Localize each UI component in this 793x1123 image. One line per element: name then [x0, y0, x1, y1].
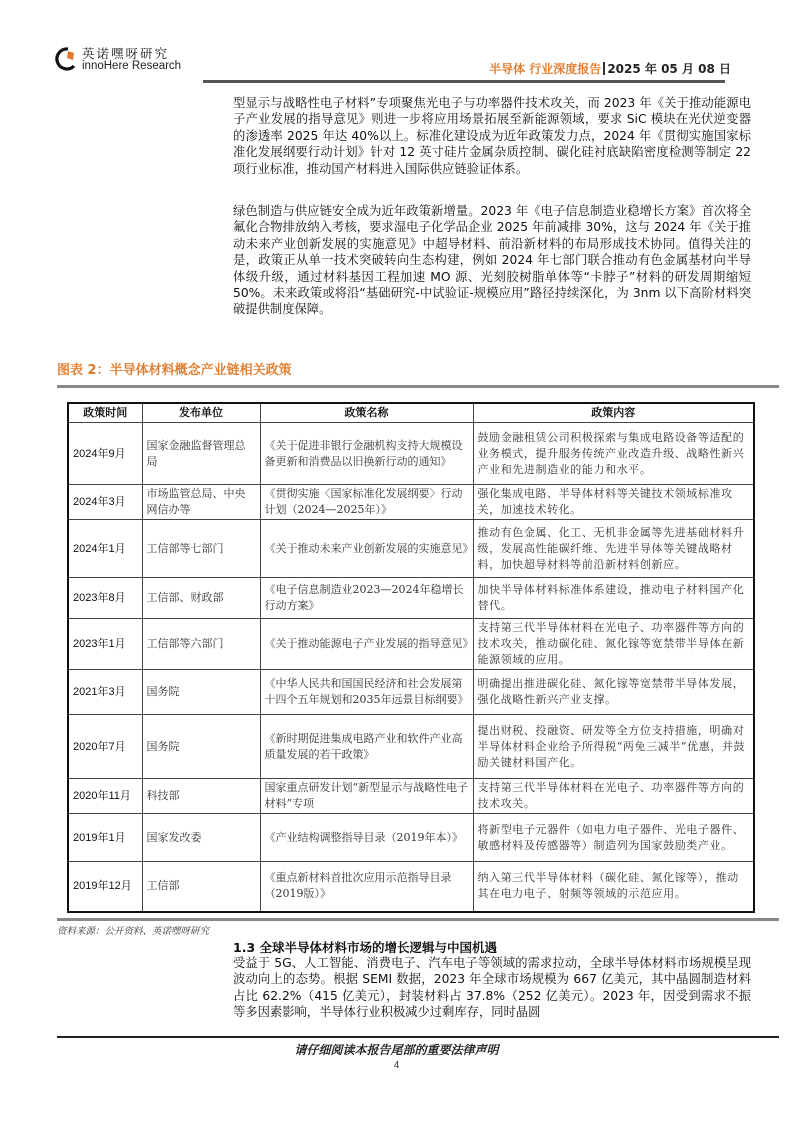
- cell-policy-name: 《新时期促进集成电路产业和软件产业高质量发展的若干政策》: [260, 715, 473, 779]
- cell-policy-content: 加快半导体材料标准体系建设，推动电子材料国产化替代。: [473, 578, 754, 619]
- logo-chinese-name: 英诺嘿呀研究: [82, 46, 170, 61]
- source-divider: [57, 918, 779, 921]
- cell-policy-content: 强化集成电路、半导体材料等关键技术领域标准攻关，加速技术转化。: [473, 485, 754, 520]
- cell-policy-time: 2021年3月: [68, 670, 142, 715]
- cell-policy-content: 推动有色金属、化工、无机非金属等先进基础材料升级，发展高性能碳纤维、先进半导体等关键战略材料，加快超导材料等前沿新材料创新应。: [473, 520, 754, 578]
- column-header-name: 政策名称: [260, 403, 473, 423]
- cell-policy-name: 《电子信息制造业2023—2024年稳增长行动方案》: [260, 578, 473, 619]
- company-logo: [55, 44, 215, 76]
- cell-issuer: 国务院: [142, 670, 260, 715]
- cell-policy-name: 《关于促进非银行金融机构支持大规模设备更新和消费品以旧换新行动的通知》: [260, 423, 473, 485]
- column-header-content: 政策内容: [473, 403, 754, 423]
- cell-policy-content: 将新型电子元器件（如电力电子器件、光电子器件、敏感材料及传感器等）制造列为国家鼓励类产业。: [473, 814, 754, 862]
- page-number: 4: [393, 1060, 400, 1071]
- cell-issuer: 科技部: [142, 779, 260, 814]
- body-paragraph-1: 型显示与战略性电子材料”专项聚焦光电子与功率器件技术攻关，而 2023 年《关于推动能源电子产业发展的指导意见》则进一步将应用场景拓展至新能源领域，要求 SiC 模块在光伏逆变器的渗透率 2025 年达 40%以上。标准化建设成为近年政策发力点，2024 年《贯彻实施国家标准化发展纲要行动计划》针对 12 英寸硅片金属杂质控制、碳化硅衬底缺陷密度检测等制定 22 项行业标准，推动国产材料进入国际供应链验证体系。: [233, 96, 751, 176]
- cell-policy-name: 《重点新材料首批次应用示范指导目录（2019版）》: [260, 862, 473, 912]
- cell-policy-content: 鼓励金融租赁公司积极探索与集成电路设备等适配的业务模式，提升服务传统产业改造升级、战略性新兴产业和先进制造业的能力和水平。: [473, 423, 754, 485]
- cell-issuer: 市场监管总局、中央网信办等: [142, 485, 260, 520]
- legal-notice: 请仔细阅读本报告尾部的重要法律声明: [294, 1043, 499, 1057]
- cell-issuer: 工信部: [142, 862, 260, 912]
- cell-policy-content: 明确提出推进碳化硅、氮化镓等宽禁带半导体发展，强化战略性新兴产业支撑。: [473, 670, 754, 715]
- header-separator: [603, 62, 605, 75]
- table-row: [68, 814, 754, 862]
- cell-policy-time: 2019年12月: [68, 862, 142, 912]
- table-row: [68, 670, 754, 715]
- figure-title: 图表 2：半导体材料概念产业链相关政策: [57, 363, 292, 378]
- cell-policy-time: 2020年11月: [68, 779, 142, 814]
- cell-policy-content: 支持第三代半导体材料在光电子、功率器件等方向的技术攻关。: [473, 779, 754, 814]
- cell-policy-name: 《中华人民共和国国民经济和社会发展第十四个五年规划和2035年远景目标纲要》: [260, 670, 473, 715]
- cell-policy-name: 《产业结构调整指导目录（2019年本）》: [260, 814, 473, 862]
- table-row: [68, 779, 754, 814]
- cell-policy-content: 纳入第三代半导体材料（碳化硅、氮化镓等），推动其在电力电子、射频等领域的示范应用。: [473, 862, 754, 912]
- figure-source: 资料来源：公开资料、英诺嘿呀研究: [57, 926, 210, 937]
- cell-issuer: 工信部等六部门: [142, 619, 260, 670]
- report-category: 半导体 行业深度报告: [489, 62, 602, 76]
- cell-policy-name: 《贯彻实施〈国家标准化发展纲要〉行动计划（2024—2025年）》: [260, 485, 473, 520]
- cell-policy-time: 2024年1月: [68, 520, 142, 578]
- cell-policy-time: 2020年7月: [68, 715, 142, 779]
- table-row: [68, 619, 754, 670]
- cell-issuer: 国家金融监督管理总局: [142, 423, 260, 485]
- section-paragraph: 受益于 5G、人工智能、消费电子、汽车电子等领域的需求拉动，全球半导体材料市场规模呈现波动向上的态势。根据 SEMI 数据，2023 年全球市场规模为 667 亿美元，其中晶圆制造材料占比 62.2%（415 亿美元），封装材料占 37.8%（252 亿美元）。2023 年，因受到需求不振等多因素影响，半导体行业积极减少过剩库存，同时晶圆: [233, 956, 751, 1020]
- cell-policy-content: 提出财税、投融资、研发等全方位支持措施，明确对半导体材料企业给予所得税“两免三减半”优惠，并鼓励关键材料国产化。: [473, 715, 754, 779]
- table-row: [68, 520, 754, 578]
- cell-policy-time: 2024年3月: [68, 485, 142, 520]
- cell-policy-name: 《关于推动能源电子产业发展的指导意见》: [260, 619, 473, 670]
- figure-title-divider: [57, 385, 779, 388]
- column-header-issuer: 发布单位: [142, 403, 260, 423]
- table-row: [68, 862, 754, 912]
- cell-policy-time: 2024年9月: [68, 423, 142, 485]
- report-date: 2025 年 05 月 08 日: [607, 62, 731, 76]
- table-header-row: [68, 403, 754, 423]
- logo-mark-icon: [55, 46, 77, 72]
- cell-policy-time: 2023年1月: [68, 619, 142, 670]
- table-row: [68, 485, 754, 520]
- body-paragraph-2: 绿色制造与供应链安全成为近年政策新增量。2023 年《电子信息制造业稳增长方案》首次将全氟化合物排放纳入考核，要求湿电子化学品企业 2025 年前减排 30%，这与 2024 年《关于推动未来产业创新发展的实施意见》中超导材料、前沿新材料的布局形成技术协同。值得关注的是，政策正从单一技术突破转向生态构建，例如 2024 年七部门联合推动有色金属基材向半导体级升级，通过材料基因工程加速 MO 源、光刻胶树脂单体等“卡脖子”材料的研发周期缩短 50%。未来政策或将沿“基础研究-中试验证-规模应用”路径持续深化，为 3nm 以下高阶材料突破提供制度保障。: [233, 204, 751, 317]
- table-row: [68, 578, 754, 619]
- cell-policy-name: 《关于推动未来产业创新发展的实施意见》: [260, 520, 473, 578]
- report-header-info: [489, 60, 731, 77]
- cell-policy-time: 2019年1月: [68, 814, 142, 862]
- policy-table: [67, 402, 755, 913]
- cell-issuer: 国家发改委: [142, 814, 260, 862]
- cell-policy-content: 支持第三代半导体材料在光电子、功率器件等方向的技术攻关，推动碳化硅、氮化镓等宽禁带半导体在新能源领域的应用。: [473, 619, 754, 670]
- section-heading: 1.3 全球半导体材料市场的增长逻辑与中国机遇: [233, 940, 497, 955]
- table-row: [68, 423, 754, 485]
- cell-policy-time: 2023年8月: [68, 578, 142, 619]
- cell-issuer: 工信部等七部门: [142, 520, 260, 578]
- cell-policy-name: 国家重点研发计划“新型显示与战略性电子材料”专项: [260, 779, 473, 814]
- logo-english-name: innoHere Research: [82, 60, 182, 72]
- table-row: [68, 715, 754, 779]
- column-header-time: 政策时间: [68, 403, 142, 423]
- footer-divider: [57, 1036, 779, 1038]
- cell-issuer: 国务院: [142, 715, 260, 779]
- header-divider: [203, 80, 725, 83]
- cell-issuer: 工信部、财政部: [142, 578, 260, 619]
